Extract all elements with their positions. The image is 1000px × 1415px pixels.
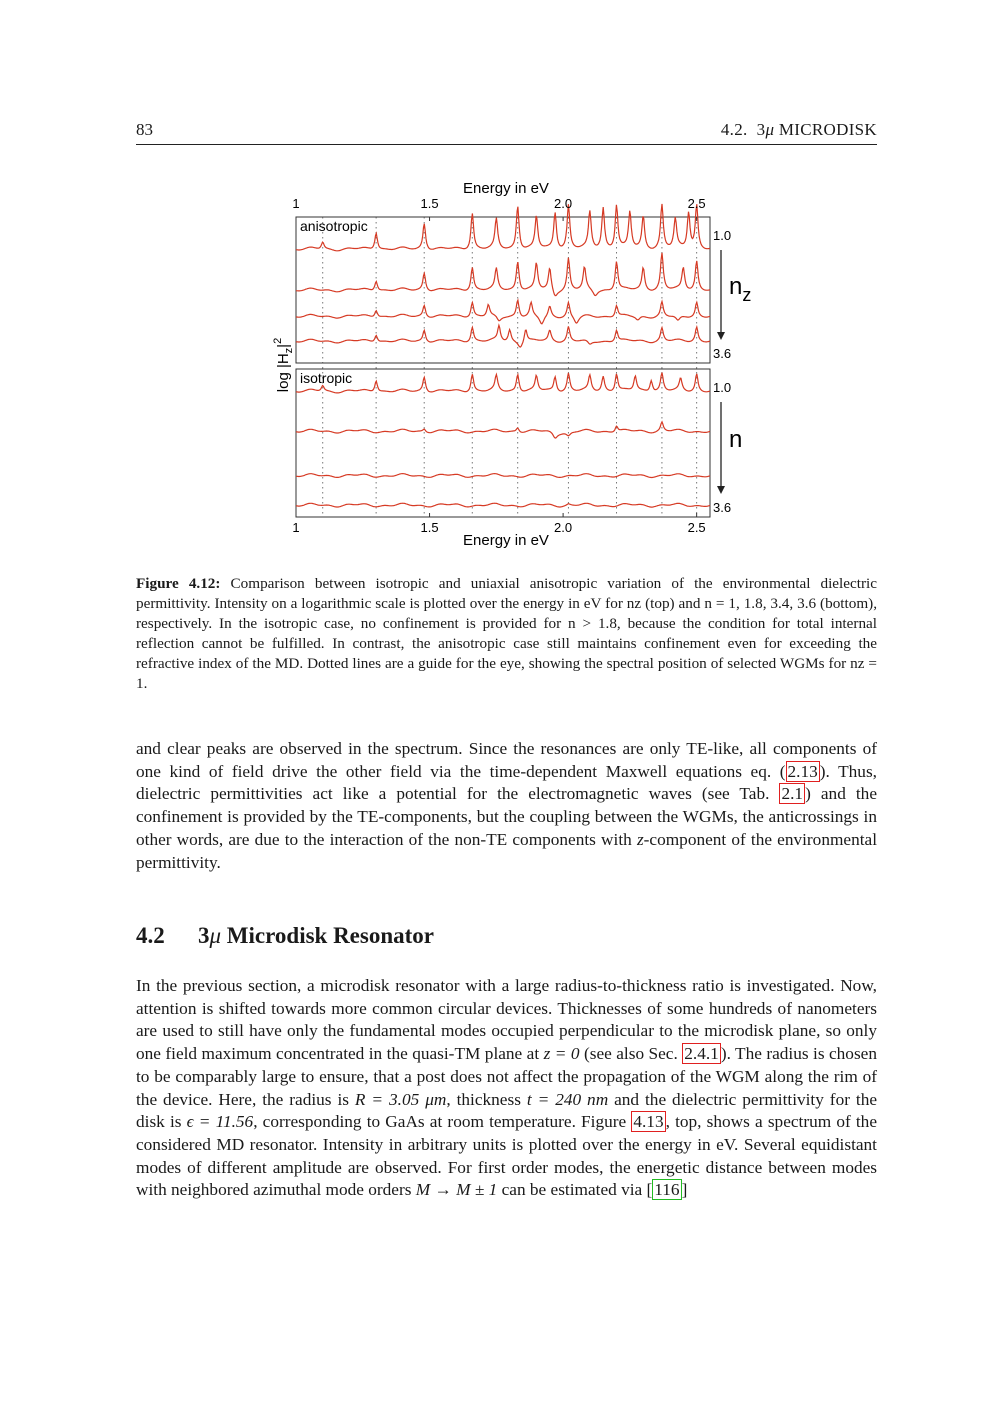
x-axis-label-bottom: Energy in eV bbox=[463, 532, 549, 549]
citation-link[interactable]: 116 bbox=[654, 1180, 680, 1200]
body-paragraph-2: In the previous section, a microdisk resonator with a large radius-to-thickness ratio is investigated. Now, attention is shifted towards more common circular devices. Thicknesses of some hundreds of nanometers are used to still have only the fundamental modes occupied perpendicular to the microdisk plane, so only one field maximum concentrated in the quasi-TM plane at z = 0 (see also Sec. 2.4.1 ). The radius is chosen to be comparably large to ensure, that a post does not affect the propagation of the WGM along the rim of the device. Here, the radius is R = 3.05 μm, thickness t = 240 nm and the dielectric permittivity for the disk is ϵ = 11.56, corresponding to GaAs at room temperature. Figure 4.13 , top, shows a spectrum of the considered MD resonator. Intensity in arbitrary units is plotted over the energy in eV. Several equidistant modes of different amplitude are observed. For first order modes, the energetic distance between modes with neighbored azimuthal mode orders M → M ± 1 can be estimated via [ 116 ] bbox=[136, 976, 878, 1200]
panel-frame-isotropic bbox=[296, 369, 710, 517]
spectrum-line bbox=[296, 422, 710, 438]
x-tick-label-top: 1.5 bbox=[420, 196, 439, 211]
spectrum-line bbox=[296, 253, 710, 296]
panel-label-isotropic: isotropic bbox=[300, 370, 353, 386]
page-number: 83 bbox=[136, 120, 153, 139]
spectrum-curves bbox=[296, 204, 710, 507]
body-paragraph-1: and clear peaks are observed in the spectrum. Since the resonances are only TE-like, all components of one kind of field drive the other field via the time-dependent Maxwell equations eq. ( 2.13 ). Thus, dielectric permittivities act like a potential for the electromagnetic waves (see Tab. 2.1 ) and the confinement is provided by the TE-components, but the coupling between the WGMs, the anticrossings in other words, are due to the interaction of the non-TE components with z-component of the environmental permittivity. bbox=[136, 739, 877, 872]
section-ref-link[interactable]: 2.4.1 bbox=[684, 1044, 719, 1064]
x-tick-label-bottom: 2.0 bbox=[554, 520, 573, 535]
spectrum-line bbox=[296, 503, 710, 507]
parameter-label: n bbox=[729, 426, 743, 453]
spectrum-line bbox=[296, 373, 710, 393]
caption-text: Comparison between isotropic and uniaxial anisotropic variation of the environmental dielectric permittivity. Intensity on a logarithmic scale is plotted over the energy in eV for nz (top) and n = 1, 1.8, 3.4, 3.6 (bottom), respectively. In the isotropic case, no confinement is provided for n > 1.8, because the condition for total internal reflection cannot be fulfilled. In contrast, the anisotropic case still maintains confinement even for exceeding the refractive index of the MD. Dotted lines are a guide for the eye, showing the spectral position of selected WGMs for nz = 1. bbox=[136, 575, 877, 693]
equation-ref-link[interactable]: 2.13 bbox=[787, 761, 818, 781]
figure-ref-link[interactable]: 4.13 bbox=[633, 1112, 664, 1132]
section-heading: 4.2 3μ Microdisk Resonator bbox=[136, 923, 434, 948]
spectrum-line bbox=[296, 474, 710, 478]
range-label-bottom: 3.6 bbox=[713, 500, 732, 515]
caption-label: Figure 4.12: bbox=[136, 575, 221, 592]
range-label-top: 1.0 bbox=[713, 380, 732, 395]
table-ref-link[interactable]: 2.1 bbox=[781, 784, 804, 804]
y-axis-label: $\log |H_z|^2$ bbox=[272, 337, 295, 393]
axis-ticks bbox=[292, 196, 705, 535]
spectrum-line bbox=[296, 325, 710, 347]
x-tick-label-top: 1 bbox=[292, 196, 300, 211]
range-label-top: 1.0 bbox=[713, 228, 732, 243]
panel-frames bbox=[296, 217, 710, 517]
guide-lines bbox=[323, 217, 697, 517]
x-tick-label-bottom: 1 bbox=[292, 520, 300, 535]
figure-caption bbox=[136, 574, 877, 695]
range-label-bottom: 3.6 bbox=[713, 346, 732, 361]
panel-annotations bbox=[300, 218, 751, 515]
x-tick-label-bottom: 2.5 bbox=[687, 520, 706, 535]
arrow-down-icon bbox=[717, 486, 725, 494]
spectra-figure bbox=[255, 175, 755, 553]
x-axis-label-top: Energy in eV bbox=[463, 180, 549, 197]
x-tick-label-bottom: 1.5 bbox=[420, 520, 439, 535]
parameter-label: $n_z$ bbox=[729, 273, 752, 305]
x-tick-label-top: 2.5 bbox=[687, 196, 706, 211]
running-header bbox=[136, 120, 877, 145]
panel-label-anisotropic: anisotropic bbox=[300, 218, 368, 234]
arrow-down-icon bbox=[717, 332, 725, 340]
x-tick-label-top: 2.0 bbox=[554, 196, 573, 211]
running-section-title: 4.2. 3μ MICRODISK bbox=[720, 120, 877, 139]
spectrum-line bbox=[296, 300, 710, 324]
